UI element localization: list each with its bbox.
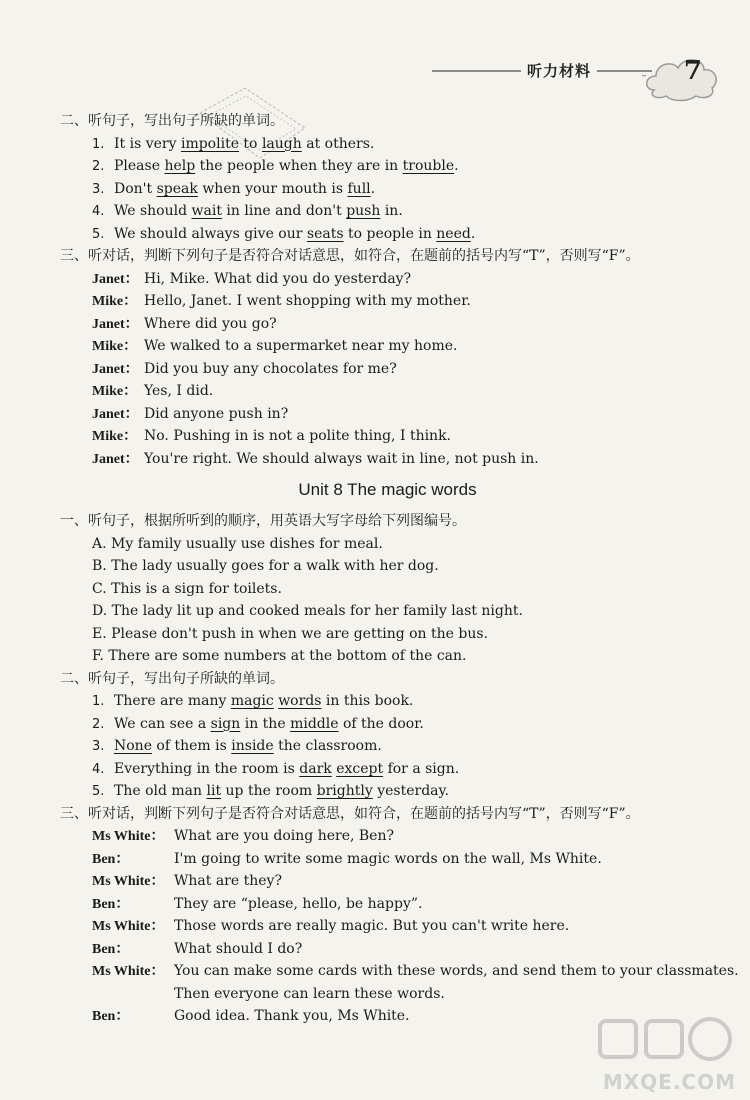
dialog-text: Good idea. Thank you, Ms White. [174, 1008, 410, 1024]
dialog-text: What are you doing here, Ben? [174, 828, 394, 844]
sentence-text: to [238, 135, 262, 152]
item-number: 1. [92, 136, 105, 152]
dialog-text: You can make some cards with these words, and send them to your classmates. [174, 963, 739, 979]
ordering-list [0, 533, 750, 668]
sentence-text: Please [114, 158, 165, 174]
sentence-text: for a sign. [383, 760, 460, 777]
sentence-text: in the [240, 715, 291, 732]
ordering-item: D. The lady lit up and cooked meals for her family last night. [92, 603, 523, 619]
dialog-line [92, 825, 750, 848]
dialog-text: They are “please, hello, be happy”. [174, 895, 423, 912]
section-title-dialog-2: 三、听对话，判断下列句子是否符合对话意思，如符合，在题前的括号内写“T”，否则写“F”。 [60, 805, 640, 822]
dialog-line [92, 290, 750, 313]
ordering-item: F. There are some numbers at the bottom of the can. [92, 648, 467, 664]
dialog-line [92, 380, 750, 403]
answer-word: middle [290, 715, 339, 732]
dialog-text: Hello, Janet. I went shopping with my mother. [144, 293, 471, 309]
dialog-text: Hi, Mike. What did you do yesterday? [144, 270, 412, 287]
cloud-icon [642, 50, 722, 104]
speaker-name: Ben： [92, 941, 130, 957]
speaker-name: Mike： [92, 294, 138, 309]
sentence-text: the people when they are in [195, 158, 403, 174]
answer-word: seats [306, 225, 344, 242]
answer-word: magic [230, 693, 274, 709]
speaker-name: Ms White： [92, 919, 165, 934]
sentence-text: We can see a [114, 715, 211, 732]
speaker-name: Janet： [92, 451, 139, 467]
ordering-item: A. My family usually use dishes for meal. [92, 535, 383, 552]
section-title-fill-blank-2: 二、听句子，写出句子所缺的单词。 [60, 670, 284, 687]
item-number: 5. [92, 226, 105, 242]
speaker-name: Mike： [92, 429, 138, 444]
answer-word: laugh [261, 135, 302, 152]
fill-blank-item [92, 735, 750, 758]
answer-word: None [114, 738, 152, 754]
dialog-text: Did anyone push in? [144, 405, 289, 422]
answer-word: push [346, 203, 381, 219]
dialog-line [92, 983, 750, 1006]
sentence-text: We should always give our [114, 225, 307, 242]
dialog-list-1 [0, 268, 750, 471]
answer-word: except [336, 760, 384, 777]
sentence-text: . [454, 158, 459, 174]
speaker-name: Ms White： [92, 874, 165, 889]
sentence-text: The old man [114, 783, 207, 799]
answer-word: dark [299, 760, 332, 777]
dialog-line [92, 960, 750, 983]
page-header [432, 50, 722, 106]
dialog-text: We walked to a supermarket near my home. [144, 338, 458, 354]
dialog-line [92, 870, 750, 893]
ordering-item: E. Please don't push in when we are getting on the bus. [92, 625, 489, 642]
sentence-text: up the room [221, 783, 317, 799]
answer-word: help [164, 158, 196, 174]
sentence-text: to people in [343, 225, 437, 242]
fill-blank-list-2 [0, 690, 750, 803]
answer-word: speak [156, 180, 198, 197]
item-number: 1. [92, 694, 105, 709]
fill-blank-item [92, 690, 750, 713]
dialog-line [92, 403, 750, 426]
ordering-item: C. This is a sign for toilets. [92, 580, 282, 597]
sentence-text: Don't [114, 180, 157, 197]
fill-blank-item [92, 780, 750, 803]
dialog-text: Yes, I did. [144, 383, 214, 399]
dialog-list-2 [0, 825, 750, 1028]
item-number: 4. [92, 204, 105, 219]
fill-blank-item [92, 223, 750, 246]
sentence-text: in. [380, 203, 403, 219]
speaker-name: Janet： [92, 271, 139, 287]
speaker-name: Janet： [92, 361, 139, 377]
sentence-text: when your mouth is [197, 180, 348, 197]
speaker-name: Ben： [92, 851, 130, 867]
dialog-line [92, 313, 750, 336]
sentence-text: at others. [301, 135, 375, 152]
sentence-text: We should [114, 203, 192, 219]
unit-title: Unit 8 The magic words [298, 480, 477, 499]
dialog-line [92, 268, 750, 291]
dialog-text: No. Pushing in is not a polite thing, I think. [144, 428, 452, 444]
dialog-text: Those words are really magic. But you can't write here. [174, 918, 570, 934]
fill-blank-list-1 [0, 133, 750, 246]
dialog-text: I'm going to write some magic words on the wall, Ms White. [174, 850, 602, 867]
item-number: 4. [92, 761, 105, 777]
answer-word: brightly [316, 783, 373, 799]
answer-word: wait [191, 203, 222, 219]
dialog-line [92, 335, 750, 358]
fill-blank-item [92, 713, 750, 736]
speaker-name: Mike： [92, 339, 138, 354]
speaker-name: Janet： [92, 316, 139, 332]
sentence-text: in line and don't [221, 203, 347, 219]
sentence-text: . [370, 180, 376, 197]
fill-blank-item [92, 178, 750, 201]
item-number: 3. [92, 739, 105, 754]
answer-word: need [436, 225, 471, 242]
dialog-text: Where did you go? [144, 315, 277, 332]
watermark [592, 1015, 742, 1100]
sentence-text: in this book. [321, 693, 414, 709]
answer-word: words [278, 693, 322, 709]
sentence-text: Everything in the room is [114, 760, 300, 777]
watermark-text: MXQE.COM [602, 1070, 736, 1094]
item-number: 5. [92, 784, 105, 799]
fill-blank-item [92, 133, 750, 156]
answer-word: trouble [402, 158, 455, 174]
sentence-text: There are many [114, 693, 231, 709]
answer-word: sign [210, 715, 241, 732]
speaker-name: Janet： [92, 406, 139, 422]
dialog-text: Then everyone can learn these words. [174, 985, 445, 1002]
dialog-line [92, 358, 750, 381]
sentence-text: of them is [151, 738, 232, 754]
section-title-fill-blank-1: 二、听句子，写出句子所缺的单词。 [60, 113, 284, 129]
sentence-text: It is very [114, 135, 181, 152]
item-number: 2. [92, 716, 105, 732]
section-title-ordering: 一、听句子，根据所听到的顺序，用英语大写字母给下列图编号。 [60, 513, 466, 529]
dialog-line [92, 448, 750, 471]
dialog-text: What should I do? [174, 940, 303, 957]
dialog-line [92, 938, 750, 961]
sentence-text: the classroom. [273, 738, 382, 754]
dialog-line [92, 848, 750, 871]
sentence-text: . [470, 225, 476, 242]
fill-blank-item [92, 758, 750, 781]
page-number: 7 [683, 56, 702, 86]
answer-word: full [347, 180, 371, 197]
speaker-name: Ben： [92, 1009, 130, 1024]
answer-word: inside [231, 738, 274, 754]
dialog-text: Did you buy any chocolates for me? [144, 360, 397, 377]
watermark-logo-icon [592, 1015, 742, 1075]
speaker-name: Ben： [92, 896, 130, 912]
page-content [0, 110, 750, 1028]
ordering-item: B. The lady usually goes for a walk with her dog. [92, 558, 439, 574]
dialog-text: You're right. We should always wait in line, not push in. [144, 450, 539, 467]
item-number: 2. [92, 159, 105, 174]
answer-word: lit [206, 783, 222, 799]
sentence-text: yesterday. [372, 783, 450, 799]
item-number: 3. [92, 181, 105, 197]
speaker-name: Ms White： [92, 964, 165, 979]
dialog-line [92, 893, 750, 916]
dialog-text: What are they? [174, 873, 282, 889]
sentence-text: of the door. [338, 715, 424, 732]
dialog-line [92, 915, 750, 938]
fill-blank-item [92, 155, 750, 178]
answer-word: impolite [180, 135, 239, 152]
section-title-dialog-1: 三、听对话，判断下列句子是否符合对话意思，如符合，在题前的括号内写“T”，否则写“F”。 [60, 248, 640, 264]
header-title: 听力材料 [521, 60, 597, 81]
speaker-name: Ms White： [92, 829, 165, 844]
dialog-line [92, 425, 750, 448]
speaker-name: Mike： [92, 384, 138, 399]
fill-blank-item [92, 200, 750, 223]
